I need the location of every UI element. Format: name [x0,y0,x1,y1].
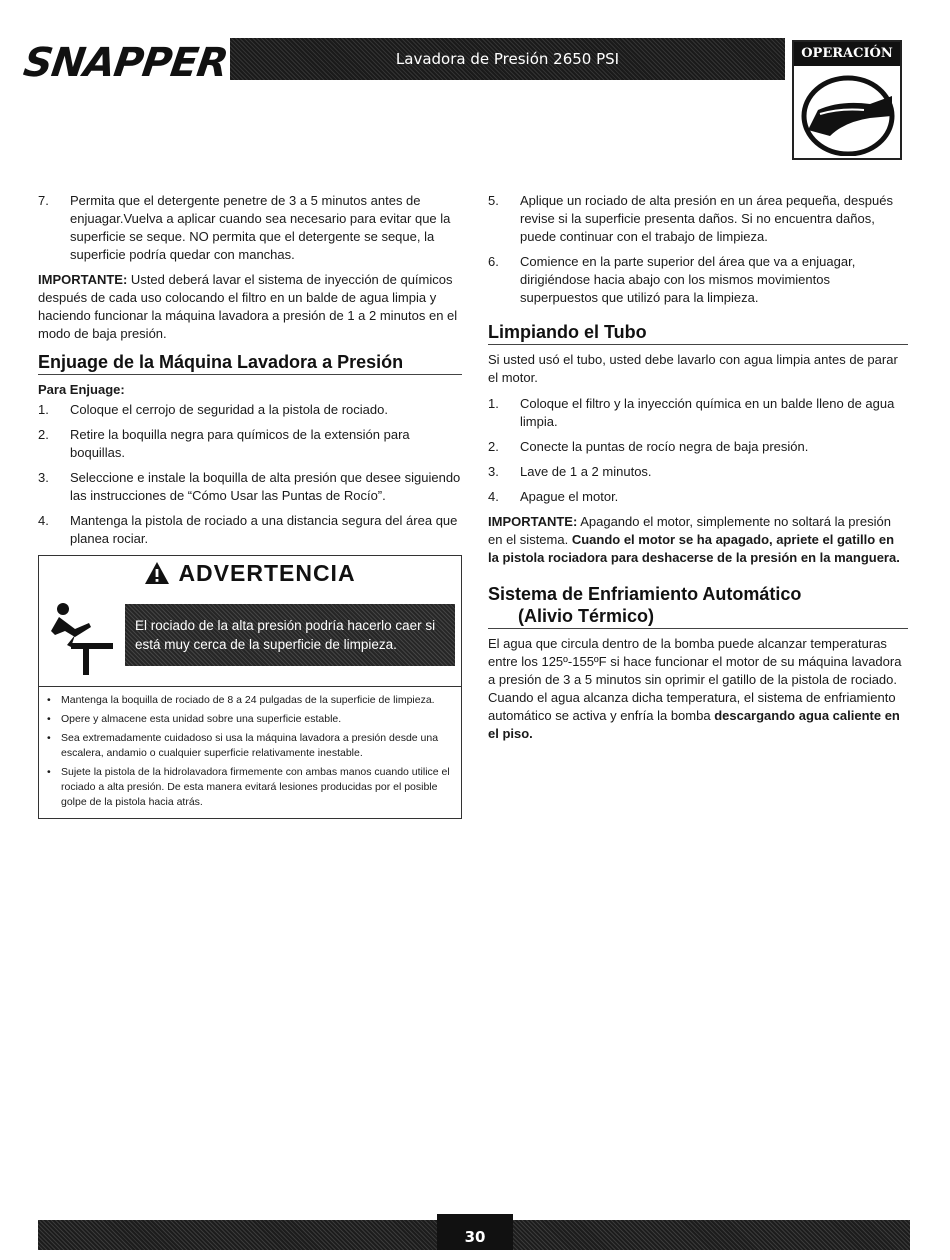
bullet-text: Opere y almacene esta unidad sobre una superficie estable. [61,713,342,725]
bullet-text: Mantenga la boquilla de rociado de 8 a 24 pulgadas de la superficie de limpieza. [61,694,435,706]
list-item [38,512,462,548]
list-item [488,488,908,506]
step-text: Mantenga la pistola de rociado a una distancia segura del área que planea rociar. [70,513,458,546]
cooling-heading-line1: Sistema de Enfriamiento Automático [488,584,802,604]
falling-person-icon [45,595,115,675]
important-text: Apagando el motor, simplemente no soltará la presión en el sistema. [488,514,891,547]
nozzle-icon [800,70,896,156]
step-number: 4. [488,489,499,504]
important-label: IMPORTANTE: [38,272,128,287]
step-text: Aplique un rociado de alta presión en un área pequeña, después revise si la superficie presenta daños. Si no encuentra daños, puede continuar con el trabajo de limpieza. [520,193,893,244]
list-item: • Opere y almacene esta unidad sobre una superficie estable. [47,713,342,725]
step-number: 3. [38,470,49,485]
step-text: Seleccione e instale la boquilla de alta presión que desee siguiendo las instrucciones de “Cómo Usar las Puntas de Rocío”. [70,470,461,503]
step-text: Apague el motor. [520,489,619,504]
list-item: • Mantenga la boquilla de rociado de 8 a 24 pulgadas de la superficie de limpieza. [47,694,435,706]
step-text: Retire la boquilla negra para químicos de la extensión para boquillas. [70,427,410,460]
step-number: 3. [488,464,499,479]
warning-title: ADVERTENCIA [178,560,356,586]
section-heading-tube: Limpiando el Tubo [488,321,908,345]
cooling-text [488,635,908,743]
step-number: 2. [488,439,499,454]
left-column [38,192,462,819]
step-text: Lave de 1 a 2 minutos. [520,464,652,479]
step-text: Comience en la parte superior del área que va a enjuagar, dirigiéndose hacia abajo con los mismos movimientos superpuestos que utilizó para la limpieza. [520,254,856,305]
list-item [38,469,462,505]
step-number: 7. [38,193,49,208]
list-item [488,463,908,481]
list-item [488,395,908,431]
step-number: 4. [38,513,49,528]
warning-box [38,555,462,819]
right-column [488,192,908,751]
list-item [38,192,462,264]
step-number: 5. [488,193,499,208]
list-item [488,438,908,456]
cooling-bold: descargando agua caliente en el piso. [488,708,900,741]
cooling-heading-line2: (Alivio Térmico) [518,606,655,626]
brand-logo [20,38,237,88]
brand-name: SNAPPER [20,40,231,86]
sub-heading: Para Enjuage: [38,382,125,397]
list-item [38,401,462,419]
section-tab [792,40,902,160]
step-text: Conecte la puntas de rocío negra de baja presión. [520,439,809,454]
section-heading-rinse: Enjuage de la Máquina Lavadora a Presión [38,351,462,375]
warning-message: El rociado de la alta presión podría hacerlo caer si está muy cerca de la superficie de limpieza. [125,604,455,666]
warning-triangle-icon [144,561,170,585]
section-label: OPERACIÓN [794,42,900,66]
step-number: 2. [38,427,49,442]
list-item [488,192,908,246]
important-label: IMPORTANTE: [488,514,578,529]
cooling-body: El agua que circula dentro de la bomba puede alcanzar temperaturas entre los 125º-155ºF si hace funcionar el motor de su máquina lavadora a presión de 3 a 5 minutos sin oprimir el gatillo de la pistola de rociado. Cuando el agua alcanza dicha temperatura, el sistema de enfriamiento automático se activa y enfría la bomba [488,636,902,723]
warning-header [39,556,461,590]
bullet-text: Sea extremadamente cuidadoso si usa la máquina lavadora a presión desde una escalera, andamio o cualquier superficie relativamente inestable. [61,732,439,759]
document-title: Lavadora de Presión 2650 PSI [230,38,785,80]
list-item [38,426,462,462]
step-text: Coloque el filtro y la inyección química en un balde lleno de agua limpia. [520,396,895,429]
important-note [488,513,908,567]
list-item [488,253,908,307]
list-item: • Sujete la pistola de la hidrolavadora firmemente con ambas manos cuando utilice el rociado a alta presión. De esta manera evitará lesiones producidas por el posible golpe de la pistola hacia atrás. [47,765,453,810]
step-number: 1. [38,402,49,417]
step-number: 1. [488,396,499,411]
important-bold-text: Cuando el motor se ha apagado, apriete el gatillo en la pistola rociadora para deshacerse de la presión en la manguera. [488,532,900,565]
important-note [38,271,462,343]
step-text: Permita que el detergente penetre de 3 a 5 minutos antes de enjuagar.Vuelva a aplicar cuando sea necesario para evitar que la superficie se seque. NO permita que el detergente se seque, la superficie podría quedar con manchas. [70,193,451,262]
bullet-text: Sujete la pistola de la hidrolavadora firmemente con ambas manos cuando utilice el rociado a alta presión. De esta manera evitará lesiones producidas por el posible golpe de la pistola hacia atrás. [61,766,450,808]
step-number: 6. [488,254,499,269]
section-heading-cooling [488,583,908,629]
warning-bullets [39,686,461,810]
warning-message-row [39,590,461,680]
step-text: Coloque el cerrojo de seguridad a la pistola de rociado. [70,402,388,417]
tube-intro: Si usted usó el tubo, usted debe lavarlo con agua limpia antes de parar el motor. [488,352,898,385]
list-item: • Sea extremadamente cuidadoso si usa la máquina lavadora a presión desde una escalera, andamio o cualquier superficie relativamente inestable. [47,731,453,761]
important-text: Usted deberá lavar el sistema de inyección de químicos después de cada uso colocando el filtro en un balde de agua limpia y haciendo funcionar la máquina lavadora a presión de 1 a 2 minutos en el modo de baja presión. [38,272,458,341]
page-number: 30 [437,1214,513,1250]
